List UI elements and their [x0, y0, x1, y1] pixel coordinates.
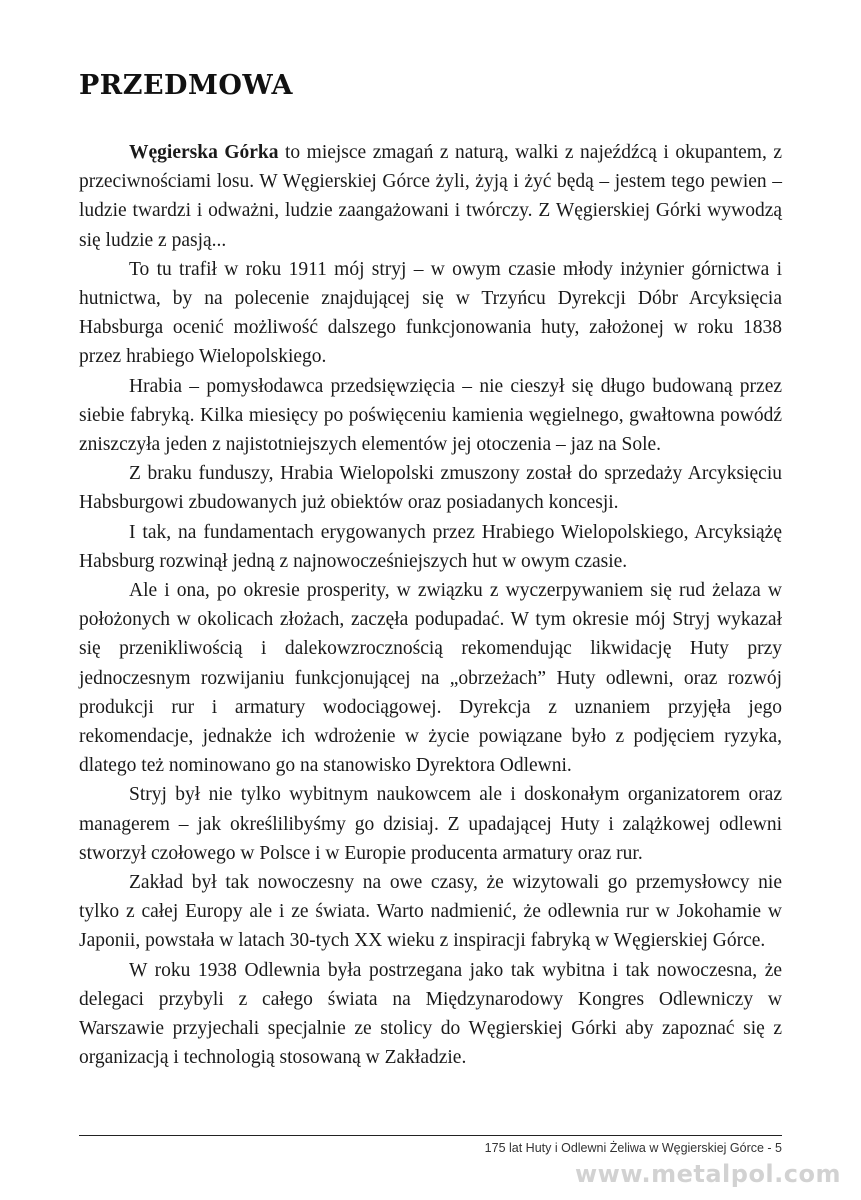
paragraph-1 — [79, 138, 782, 255]
footer-divider — [79, 1135, 782, 1136]
paragraph-8: Zakład był tak nowoczesny na owe czasy, że wizytowali go przemysłowcy nie tylko z całej Europy ale i ze świata. Warto nadmienić, że odlewnia rur w Jokohamie w Japonii, powstała w latach 30-tych XX wieku z inspiracji fabryką w Węgierskiej Górce. — [79, 872, 782, 952]
lead-term: Węgierska Górka — [129, 142, 279, 163]
page-title: PRZEDMOWA — [79, 70, 293, 101]
paragraph-6: Ale i ona, po okresie prosperity, w związku z wyczerpywaniem się rud żelaza w położonych w okolicach złożach, zaczęła podupadać. W tym okresie mój Stryj wykazał się przenikliwością i dalekowzrocznością rekomendując likwidację Huty przy jednoczesnym rozwijaniu funkcjonującej na „obrzeżach” Huty odlewni, oraz rozwój produkcji rur i armatury wodociągowej. Dyrekcja z uznaniem przyjęła jego rekomendacje, jednakże ich wdrożenie w życie powiązane było z podjęciem ryzyka, dlatego też nominowano go na stanowisko Dyrektora Odlewni. — [79, 580, 782, 777]
paragraph-2: To tu trafił w roku 1911 mój stryj – w owym czasie młody inżynier górnictwa i hutnictwa, by na polecenie znajdującej się w Trzyńcu Dyrekcji Dóbr Arcyksięcia Habsburga ocenić możliwość dalszego funkcjonowania huty, założonej w roku 1838 przez hrabiego Wielopolskiego. — [79, 258, 782, 368]
paragraph-4: Z braku funduszy, Hrabia Wielopolski zmuszony został do sprzedaży Arcyksięciu Habsburgowi zbudowanych już obiektów oraz posiadanych koncesji. — [79, 463, 782, 514]
page-footer: 175 lat Huty i Odlewni Żeliwa w Węgierskiej Górce - 5 — [484, 1141, 782, 1155]
preface-body — [79, 138, 782, 1073]
paragraph-1-text: to miejsce zmagań z naturą, walki z najeźdźcą i okupantem, z przeciwnościami losu. W Węgierskiej Górce żyli, żyją i żyć będą – jestem tego pewien – ludzie twardzi i odważni, ludzie zaangażowani i twórczy. Z Węgierskiej Górki wywodzą się ludzie z pasją... — [79, 142, 782, 251]
paragraph-5: I tak, na fundamentach erygowanych przez Hrabiego Wielopolskiego, Arcyksiążę Habsburg rozwinął jedną z najnowocześniejszych hut w owym czasie. — [79, 521, 782, 572]
paragraph-7: Stryj był nie tylko wybitnym naukowcem ale i doskonałym organizatorem oraz managerem – jak określilibyśmy go dzisiaj. Z upadającej Huty i zalążkowej odlewni stworzył czołowego w Polsce i w Europie producenta armatury oraz rur. — [79, 784, 782, 864]
watermark: www.metalpol.com — [574, 1160, 841, 1188]
paragraph-3: Hrabia – pomysłodawca przedsięwzięcia – nie cieszył się długo budowaną przez siebie fabryką. Kilka miesięcy po poświęceniu kamienia węgielnego, gwałtowna powódź zniszczyła jeden z najistotniejszych elementów jej otoczenia – jaz na Sole. — [79, 375, 782, 456]
paragraph-9: W roku 1938 Odlewnia była postrzegana jako tak wybitna i tak nowoczesna, że delegaci przybyli z całego świata na Międzynarodowy Kongres Odlewniczy w Warszawie przyjechali specjalnie ze stolicy do Węgierskiej Górki aby zapoznać się z organizacją i technologią stosowaną w Zakładzie. — [79, 959, 782, 1069]
